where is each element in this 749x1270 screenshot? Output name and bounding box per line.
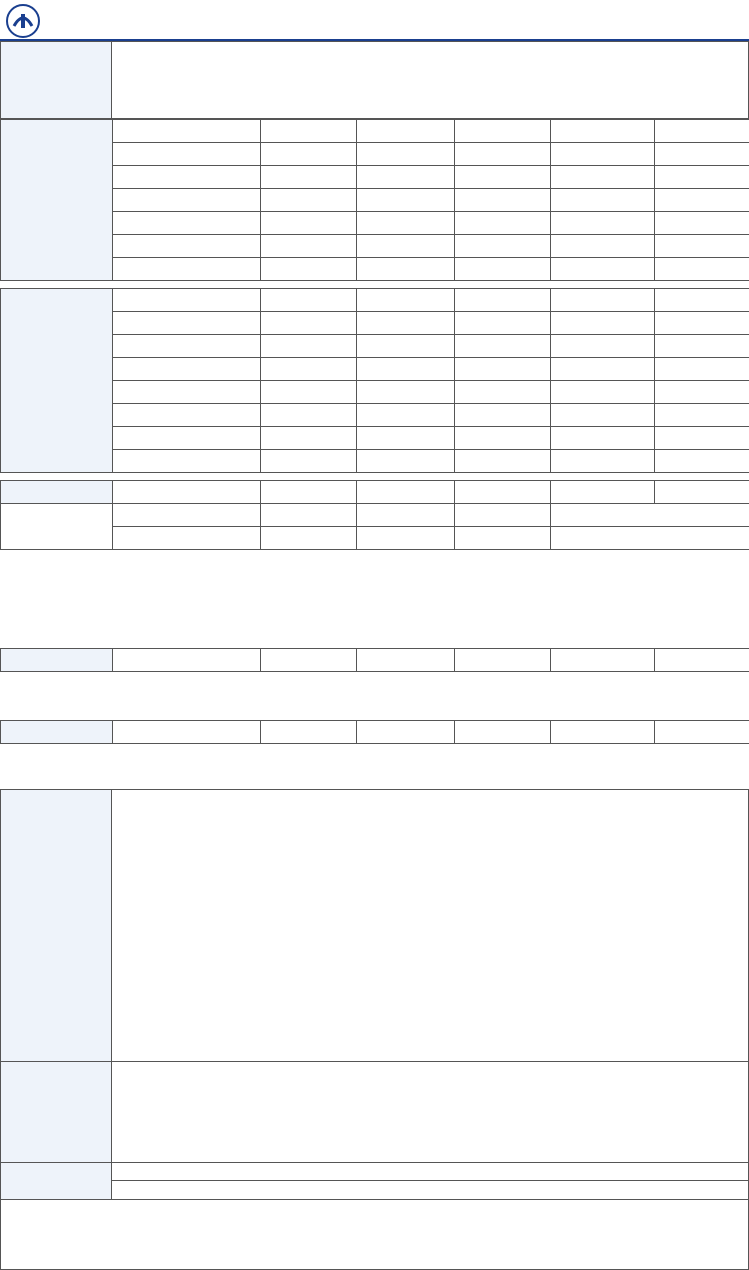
futures-col-close [357,120,455,143]
crude-header-row [1,481,749,504]
futures-close [357,143,455,166]
company-logo-icon [6,4,40,38]
futures-change-pct [455,189,551,212]
spot-change-pct [655,335,749,358]
spot-name [113,381,261,404]
futures-daily-oi-change [655,166,749,189]
futures-change-pct [455,143,551,166]
rig-unit [113,527,261,550]
crude-col-wk [551,481,655,504]
futures-table [0,119,749,281]
analyst-info [111,1180,749,1200]
futures-contract-name [113,166,261,189]
spot-day2 [455,404,551,427]
rig-col-d2 [357,504,455,527]
spot-col-chg [551,289,655,312]
futures-open-interest [551,235,655,258]
fuel-col-trend [655,649,749,672]
futures-col-unit [261,120,357,143]
asphalt-inventory-label [1,721,113,744]
futures-close [357,258,455,281]
asphalt-col-unit [261,721,357,744]
spot-row [1,450,749,473]
asphalt-col-trend [655,721,749,744]
futures-close [357,212,455,235]
spot-row [1,335,749,358]
spot-change-pct [655,404,749,427]
futures-col-oi [551,120,655,143]
spot-header-row [1,289,749,312]
futures-label [1,120,113,281]
futures-row [1,166,749,189]
spot-change [551,312,655,335]
futures-change-pct [455,258,551,281]
market-news-label [0,789,112,1062]
futures-open-interest [551,166,655,189]
asphalt-col-d1 [357,721,455,744]
rig-data-row [1,527,749,550]
spot-day2 [455,381,551,404]
fuel-col-unit [261,649,357,672]
rig-wk [455,527,551,550]
futures-row [1,143,749,166]
spot-change [551,381,655,404]
spot-name [113,358,261,381]
fuel-col-wk [551,649,655,672]
fuel-col-d1 [357,649,455,672]
spot-name [113,404,261,427]
crude-inventory-table [0,480,749,550]
spot-day1 [357,404,455,427]
fuel-inventory-table [0,648,749,672]
spot-unit [261,381,357,404]
futures-contract-name [113,143,261,166]
spot-col-d2 [455,289,551,312]
crude-inventory-label [1,481,113,504]
market-news-content [111,789,749,1062]
futures-open-interest [551,212,655,235]
futures-unit [261,258,357,281]
intraday-label [0,1162,112,1200]
futures-daily-oi-change [655,143,749,166]
spot-day1 [357,312,455,335]
futures-contract-name [113,258,261,281]
futures-contract-name [113,212,261,235]
spot-day1 [357,381,455,404]
futures-daily-oi-change [655,235,749,258]
summary-text [111,1061,749,1163]
rig-col-unit [113,504,261,527]
futures-change-pct [455,212,551,235]
spot-day1 [357,335,455,358]
spot-col-name [113,289,261,312]
spot-day2 [455,427,551,450]
spot-change [551,427,655,450]
spot-day2 [455,358,551,381]
spot-row [1,427,749,450]
crude-col-unit [261,481,357,504]
spot-unit [261,312,357,335]
spot-change [551,358,655,381]
spot-row [1,404,749,427]
spot-row [1,358,749,381]
asphalt-col-d2 [455,721,551,744]
fuel-inventory-label [1,649,113,672]
spot-change-pct [655,450,749,473]
crude-col-d1 [357,481,455,504]
spot-table [0,288,749,473]
spot-change-pct [655,358,749,381]
futures-unit [261,166,357,189]
spot-col-d1 [357,289,455,312]
rig-col-trend [551,504,749,527]
futures-row [1,189,749,212]
futures-col-chg [455,120,551,143]
fuel-header-row [1,649,749,672]
futures-change-pct [455,166,551,189]
report-header [0,0,749,41]
crude-col-d2 [455,481,551,504]
spot-row [1,312,749,335]
spot-day1 [357,450,455,473]
futures-unit [261,212,357,235]
futures-close [357,189,455,212]
futures-daily-oi-change [655,258,749,281]
futures-unit [261,189,357,212]
spot-col-unit [261,289,357,312]
asphalt-col-wk [551,721,655,744]
rig-trend-cell [551,527,749,550]
spot-row [1,381,749,404]
futures-unit [261,143,357,166]
futures-row [1,235,749,258]
spot-unit [261,450,357,473]
spot-unit [261,404,357,427]
rig-name [1,504,113,550]
asphalt-inventory-table [0,720,749,744]
spot-day2 [455,335,551,358]
spot-label [1,289,113,473]
spot-unit [261,358,357,381]
futures-daily-oi-change [655,189,749,212]
spot-change-pct [655,381,749,404]
futures-contract-name [113,189,261,212]
futures-header-row [1,120,749,143]
rig-header-row [1,504,749,527]
spot-day1 [357,358,455,381]
futures-close [357,166,455,189]
futures-contract-name [113,235,261,258]
spot-col-pct [655,289,749,312]
futures-unit [261,235,357,258]
review-text [111,41,749,119]
spot-unit [261,335,357,358]
futures-close [357,235,455,258]
rig-col-wk [455,504,551,527]
asphalt-col-name [113,721,261,744]
spot-name [113,312,261,335]
futures-col-doi [655,120,749,143]
rig-col-d1 [261,504,357,527]
spot-change [551,335,655,358]
futures-open-interest [551,189,655,212]
futures-daily-oi-change [655,212,749,235]
rig-d1 [261,527,357,550]
intraday-advice [111,1162,749,1181]
spot-day2 [455,312,551,335]
spot-unit [261,427,357,450]
spot-name [113,427,261,450]
spot-day2 [455,450,551,473]
fuel-col-name [113,649,261,672]
review-label [0,41,112,119]
futures-open-interest [551,258,655,281]
spot-change [551,404,655,427]
futures-row [1,212,749,235]
spot-change-pct [655,312,749,335]
spot-change-pct [655,427,749,450]
fuel-col-d2 [455,649,551,672]
rig-trend-sparkline [553,528,743,549]
futures-open-interest [551,143,655,166]
rig-d2 [357,527,455,550]
disclaimer-box [0,1199,749,1270]
futures-col-name [113,120,261,143]
futures-row [1,258,749,281]
futures-change-pct [455,235,551,258]
crude-col-name [113,481,261,504]
spot-day1 [357,427,455,450]
asphalt-header-row [1,721,749,744]
spot-name [113,450,261,473]
summary-label [0,1061,112,1163]
crude-col-trend [655,481,749,504]
spot-name [113,335,261,358]
spot-change [551,450,655,473]
